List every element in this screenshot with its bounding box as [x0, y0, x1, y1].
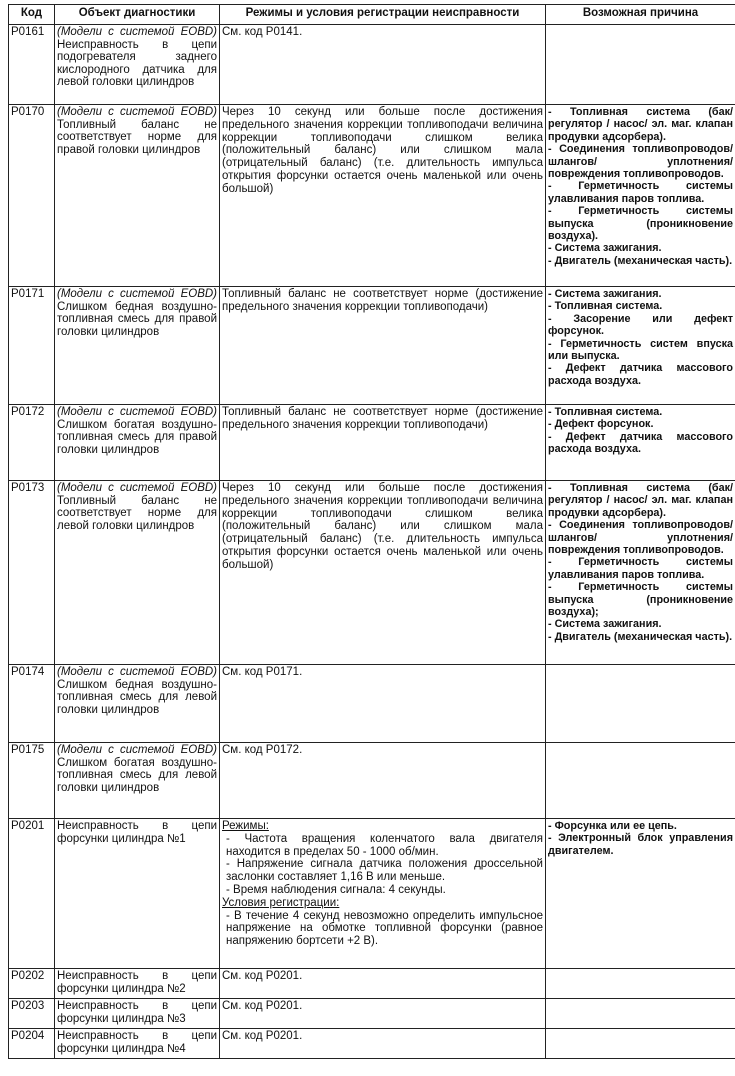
row-conditions: Через 10 секунд или больше после достижения предельного значения коррекции топливоподачи величина коррекции топливоподачи слишком велика (положительный баланс) или слишком мала (отрицательный баланс) (т.е. длительность импульса открытия форсунки остается очень маленькой или очень большой): [220, 105, 546, 287]
cause-item: - Система зажигания.: [548, 288, 662, 300]
row-object: [55, 25, 220, 105]
header-cause: Возможная причина: [546, 5, 735, 25]
row-code: P0202: [9, 969, 55, 999]
cause-item: - Топливная система (бак/ регулятор / насос/ эл. маг. клапан продувки адсорбера).: [548, 106, 733, 143]
header-code: Код: [9, 5, 55, 25]
row-code: P0172: [9, 405, 55, 481]
row-conditions: См. код P0172.: [220, 743, 546, 819]
table-row: [9, 665, 735, 743]
cause-item: - Двигатель (механическая часть).: [548, 630, 733, 643]
row-code: P0171: [9, 287, 55, 405]
cause-item: - Герметичность системы выпуска (проникновение воздуха).: [548, 205, 733, 243]
cause-item: - Система зажигания.: [548, 618, 662, 631]
row-conditions: Через 10 секунд или больше после достижения предельного значения коррекции топливоподачи величина коррекции топливоподачи слишком велика (положительный баланс) или слишком мала (отрицательный баланс) (т.е. длительность импульса открытия форсунки остается очень маленькой или очень большой): [220, 481, 546, 665]
row-causes: [546, 405, 735, 481]
object-text: Неисправность в цепи подогревателя заднего кислородного датчика для левой головки цилиндров: [57, 38, 217, 89]
table-header-row: [9, 5, 735, 25]
object-text: Топливный баланс не соответствует норме для левой головки цилиндров: [57, 494, 217, 532]
row-causes: [546, 969, 735, 999]
cause-item: - Топливная система.: [548, 300, 663, 313]
table-row: [9, 999, 735, 1029]
row-object: [55, 743, 220, 819]
registration-label: Условия регистрации:: [222, 896, 340, 909]
row-code: P0170: [9, 105, 55, 287]
cause-item: - Соединения топливопроводов/ шлангов/ уплотнения/ повреждения топливопроводов.: [548, 143, 733, 181]
row-conditions: См. код P0141.: [220, 25, 546, 105]
header-object: Объект диагностики: [55, 5, 220, 25]
row-conditions: Топливный баланс не соответствует норме (достижение предельного значения коррекции топливоподачи): [220, 287, 546, 405]
row-object: [55, 999, 220, 1029]
row-causes: [546, 1029, 735, 1059]
cause-item: - Форсунка или ее цепь.: [548, 820, 677, 832]
row-object: [55, 287, 220, 405]
cause-item: - Засорение или дефект форсунок.: [548, 312, 733, 338]
cause-item: - Соединения топливопроводов/ шлангов/ уплотнения/ повреждения топливопроводов.: [548, 519, 733, 557]
row-object: [55, 105, 220, 287]
mode-item: - Частота вращения коленчатого вала двигателя находится в пределах 50 - 1000 об/мин.: [226, 832, 543, 858]
row-code: P0175: [9, 743, 55, 819]
row-causes: [546, 743, 735, 819]
row-conditions: См. код P0171.: [220, 665, 546, 743]
table-row: [9, 481, 735, 665]
table-row: [9, 405, 735, 481]
row-code: P0203: [9, 999, 55, 1029]
model-note: (Модели с системой EOBD): [57, 106, 217, 118]
modes-label: Режимы:: [222, 820, 269, 832]
row-conditions: См. код P0201.: [220, 1029, 546, 1059]
row-object: [55, 481, 220, 665]
object-text: Слишком бедная воздушно-топливная смесь для правой головки цилиндров: [57, 300, 217, 338]
cause-item: - Двигатель (механическая часть).: [548, 254, 733, 267]
row-object: [55, 1029, 220, 1059]
row-causes: [546, 105, 735, 287]
table-row: [9, 1029, 735, 1059]
registration-item: - В течение 4 секунд невозможно определить импульсное напряжение на обмотке топливной форсунки (равное напряжению бортсети +2 В).: [226, 909, 543, 948]
cause-item: - Дефект датчика массового расхода воздуха.: [548, 362, 733, 387]
diagnostics-table: [8, 4, 735, 1059]
row-causes: [546, 25, 735, 105]
cause-item: - Герметичность системы улавливания паров топлива.: [548, 180, 733, 205]
row-object: [55, 665, 220, 743]
row-code: P0173: [9, 481, 55, 665]
row-conditions: [220, 819, 546, 969]
object-text: Слишком богатая воздушно-топливная смесь для правой головки цилиндров: [57, 418, 217, 456]
cause-item: - Топливная система.: [548, 406, 663, 418]
object-text: Слишком богатая воздушно-топливная смесь для левой головки цилиндров: [57, 756, 217, 794]
row-code: P0161: [9, 25, 55, 105]
table-row: [9, 969, 735, 999]
cause-item: - Система зажигания.: [548, 242, 662, 255]
model-note: (Модели с системой EOBD): [57, 666, 217, 678]
cause-item: - Герметичность системы улавливания паров топлива.: [548, 556, 733, 581]
object-text: Неисправность в цепи форсунки цилиндра №4: [57, 1030, 217, 1055]
row-conditions: См. код P0201.: [220, 969, 546, 999]
document-page: [8, 4, 735, 1059]
row-causes: [546, 481, 735, 665]
row-conditions: См. код P0201.: [220, 999, 546, 1029]
model-note: (Модели с системой EOBD): [57, 744, 217, 756]
model-note: (Модели с системой EOBD): [57, 26, 217, 38]
row-conditions: Топливный баланс не соответствует норме (достижение предельного значения коррекции топливоподачи): [220, 405, 546, 481]
row-causes: [546, 819, 735, 969]
model-note: (Модели с системой EOBD): [57, 406, 217, 418]
object-text: Неисправность в цепи форсунки цилиндра №1: [57, 820, 217, 845]
object-text: Топливный баланс не соответствует норме для правой головки цилиндров: [57, 118, 217, 156]
mode-item: - Время наблюдения сигнала: 4 секунды.: [226, 883, 446, 896]
table-row: [9, 287, 735, 405]
row-object: [55, 405, 220, 481]
cause-item: - Дефект датчика массового расхода воздуха.: [548, 430, 733, 456]
model-note: (Модели с системой EOBD): [57, 482, 217, 494]
mode-item: - Напряжение сигнала датчика положения дроссельной заслонки составляет 1,16 В или меньше.: [226, 858, 543, 884]
cause-item: - Герметичность систем впуска или выпуска.: [548, 337, 733, 363]
row-code: P0174: [9, 665, 55, 743]
row-causes: [546, 287, 735, 405]
row-object: [55, 969, 220, 999]
table-row: [9, 25, 735, 105]
object-text: Неисправность в цепи форсунки цилиндра №2: [57, 970, 217, 995]
table-row: [9, 743, 735, 819]
model-note: (Модели с системой EOBD): [57, 288, 217, 300]
cause-item: - Дефект форсунок.: [548, 418, 654, 431]
row-code: P0204: [9, 1029, 55, 1059]
header-conditions: Режимы и условия регистрации неисправности: [220, 5, 546, 25]
table-row: [9, 819, 735, 969]
object-text: Слишком бедная воздушно-топливная смесь для левой головки цилиндров: [57, 678, 217, 716]
cause-item: - Топливная система (бак/ регулятор / насос/ эл. маг. клапан продувки адсорбера).: [548, 482, 733, 519]
row-causes: [546, 999, 735, 1029]
cause-item: - Герметичность системы выпуска (проникновение воздуха);: [548, 581, 733, 619]
table-row: [9, 105, 735, 287]
row-object: [55, 819, 220, 969]
object-text: Неисправность в цепи форсунки цилиндра №3: [57, 1000, 217, 1025]
row-causes: [546, 665, 735, 743]
row-code: P0201: [9, 819, 55, 969]
cause-item: - Электронный блок управления двигателем.: [548, 832, 733, 857]
